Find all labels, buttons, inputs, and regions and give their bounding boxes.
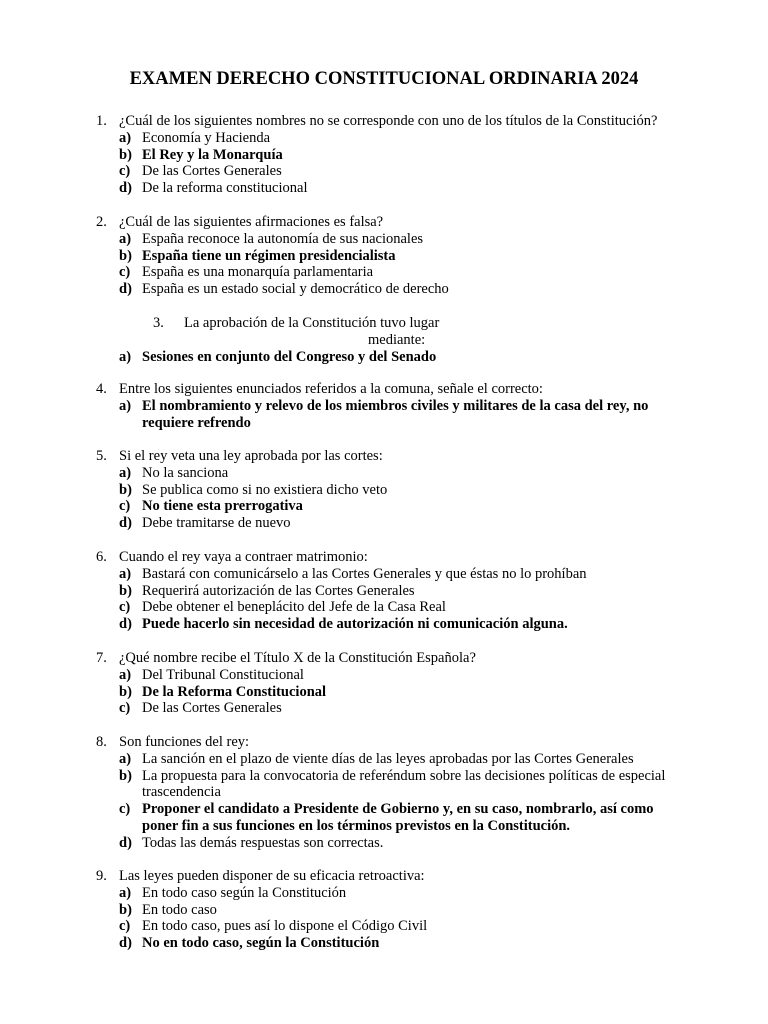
question-label-line1: La aprobación de la Constitución tuvo lugar: [184, 315, 440, 331]
option-text: Requerirá autorización de las Cortes Generales: [142, 582, 415, 599]
option-a: [96, 566, 716, 583]
option-d-correct: [96, 935, 716, 952]
option-letter: a): [119, 884, 132, 901]
question-label: ¿Qué nombre recibe el Título X de la Constitución Española?: [119, 650, 476, 666]
option-letter: d): [119, 180, 132, 197]
option-letter: d): [119, 515, 132, 532]
question-5: [96, 448, 716, 532]
option-letter: c): [119, 163, 131, 180]
option-text: La sanción en el plazo de viente días de las leyes aprobadas por las Cortes Generales: [142, 750, 634, 767]
question-label: Entre los siguientes enunciados referidos a la comuna, señale el correcto:: [119, 381, 543, 397]
option-d-correct: [96, 616, 716, 633]
option-b: [96, 768, 687, 802]
question-text: [96, 734, 716, 751]
question-1: [96, 113, 716, 197]
option-b-correct: [96, 684, 716, 701]
question-label: Si el rey veta una ley aprobada por las cortes:: [119, 448, 383, 464]
option-text: Sesiones en conjunto del Congreso y del Senado: [142, 349, 437, 365]
option-text: De la Reforma Constitucional: [142, 683, 327, 700]
option-letter: d): [119, 935, 132, 952]
option-letter: a): [119, 129, 132, 146]
option-text: En todo caso, pues así lo dispone el Código Civil: [142, 918, 428, 935]
question-number: 4.: [96, 381, 107, 397]
question-number: 1.: [96, 113, 107, 129]
option-text: El nombramiento y relevo de los miembros civiles y militares de la casa del rey, no requiere refrendo: [142, 397, 649, 431]
option-c-correct: [96, 498, 716, 515]
option-text: Bastará con comunicárselo a las Cortes Generales y que éstas no lo prohíban: [142, 565, 587, 582]
option-text: En todo caso según la Constitución: [142, 884, 347, 901]
option-d: [96, 835, 716, 852]
option-text: España tiene un régimen presidencialista: [142, 247, 396, 264]
question-number: 9.: [96, 868, 107, 884]
question-number: 5.: [96, 448, 107, 464]
option-letter: b): [119, 767, 132, 784]
option-a: [96, 667, 716, 684]
option-letter: a): [119, 565, 132, 582]
option-text: De las Cortes Generales: [142, 700, 282, 717]
option-d: [96, 515, 716, 532]
question-number: 7.: [96, 650, 107, 666]
question-number: 3.: [153, 315, 164, 331]
option-a: [96, 231, 716, 248]
question-6: [96, 549, 716, 633]
question-label: Cuando el rey vaya a contraer matrimonio:: [119, 549, 368, 565]
question-label-line2: mediante:: [368, 332, 426, 348]
option-text: El Rey y la Monarquía: [142, 146, 283, 163]
option-text: No la sanciona: [142, 464, 229, 481]
option-text: No en todo caso, según la Constitución: [142, 935, 380, 952]
option-text: Todas las demás respuestas son correctas.: [142, 834, 384, 851]
option-a-correct: [96, 349, 716, 366]
option-b-correct: [96, 248, 716, 265]
option-a-correct: [96, 398, 672, 432]
option-a: [96, 751, 702, 768]
question-number: 6.: [96, 549, 107, 565]
question-text: [96, 381, 716, 398]
option-text: La propuesta para la convocatoria de referéndum sobre las decisiones políticas de especial trascendencia: [142, 767, 666, 801]
option-letter: b): [119, 146, 132, 163]
option-letter: b): [119, 683, 132, 700]
question-7: [96, 650, 716, 717]
question-number: 8.: [96, 734, 107, 750]
option-letter: d): [119, 281, 132, 298]
option-letter: d): [119, 834, 132, 851]
question-label: Las leyes pueden disponer de su eficacia retroactiva:: [119, 868, 425, 884]
question-8: [96, 734, 716, 852]
option-a: [96, 130, 716, 147]
option-letter: a): [119, 397, 132, 414]
option-letter: a): [119, 750, 132, 767]
option-letter: c): [119, 700, 131, 717]
option-letter: d): [119, 616, 132, 633]
option-text: España es un estado social y democrático de derecho: [142, 281, 449, 298]
option-text: Debe tramitarse de nuevo: [142, 515, 291, 532]
option-c: [96, 163, 716, 180]
option-text: En todo caso: [142, 901, 217, 918]
option-c: [96, 599, 716, 616]
option-a: [96, 885, 716, 902]
option-letter: c): [119, 264, 131, 281]
question-4: [96, 381, 716, 431]
question-3: [96, 315, 716, 366]
option-letter: c): [119, 498, 131, 515]
option-letter: c): [119, 918, 131, 935]
option-letter: c): [119, 801, 131, 818]
option-letter: b): [119, 901, 132, 918]
question-text: [96, 549, 716, 566]
question-label: Son funciones del rey:: [119, 734, 250, 750]
option-letter: a): [119, 666, 132, 683]
option-text: De las Cortes Generales: [142, 163, 282, 180]
option-text: Economía y Hacienda: [142, 129, 271, 146]
option-a: [96, 465, 716, 482]
option-b: [96, 902, 716, 919]
option-text: Del Tribunal Constitucional: [142, 666, 304, 683]
option-c: [96, 700, 716, 717]
option-b-correct: [96, 147, 716, 164]
question-text: [96, 214, 716, 231]
option-letter: b): [119, 582, 132, 599]
option-d: [96, 180, 716, 197]
question-text: [96, 315, 716, 349]
question-number: 2.: [96, 214, 107, 230]
question-label: ¿Cuál de las siguientes afirmaciones es falsa?: [119, 214, 384, 230]
option-text: Proponer el candidato a Presidente de Gobierno y, en su caso, nombrarlo, así como poner fin a sus funciones en los términos previstos en la Constitución.: [142, 801, 654, 834]
option-letter: c): [119, 599, 131, 616]
option-text: España reconoce la autonomía de sus nacionales: [142, 230, 424, 247]
option-letter: b): [119, 247, 132, 264]
question-text: [96, 448, 716, 465]
question-text: [96, 113, 716, 130]
option-letter: a): [119, 349, 132, 365]
option-text: Puede hacerlo sin necesidad de autorización ni comunicación alguna.: [142, 616, 568, 633]
question-text: [96, 650, 716, 667]
option-text: Se publica como si no existiera dicho veto: [142, 481, 388, 498]
question-9: [96, 868, 716, 952]
option-c: [96, 918, 716, 935]
option-text: No tiene esta prerrogativa: [142, 498, 303, 515]
option-text: Debe obtener el beneplácito del Jefe de la Casa Real: [142, 599, 446, 616]
exam-title: EXAMEN DERECHO CONSTITUCIONAL ORDINARIA 2024: [129, 69, 639, 89]
option-letter: a): [119, 464, 132, 481]
option-b: [96, 583, 716, 600]
option-text: De la reforma constitucional: [142, 180, 308, 197]
question-2: [96, 214, 716, 298]
question-label: ¿Cuál de los siguientes nombres no se corresponde con uno de los títulos de la Constitución?: [119, 113, 658, 129]
option-b: [96, 482, 716, 499]
option-text: España es una monarquía parlamentaria: [142, 264, 374, 281]
option-letter: a): [119, 230, 132, 247]
option-d: [96, 281, 716, 298]
option-c-correct: [96, 801, 692, 835]
option-c: [96, 264, 716, 281]
question-text: [96, 868, 716, 885]
option-letter: b): [119, 481, 132, 498]
